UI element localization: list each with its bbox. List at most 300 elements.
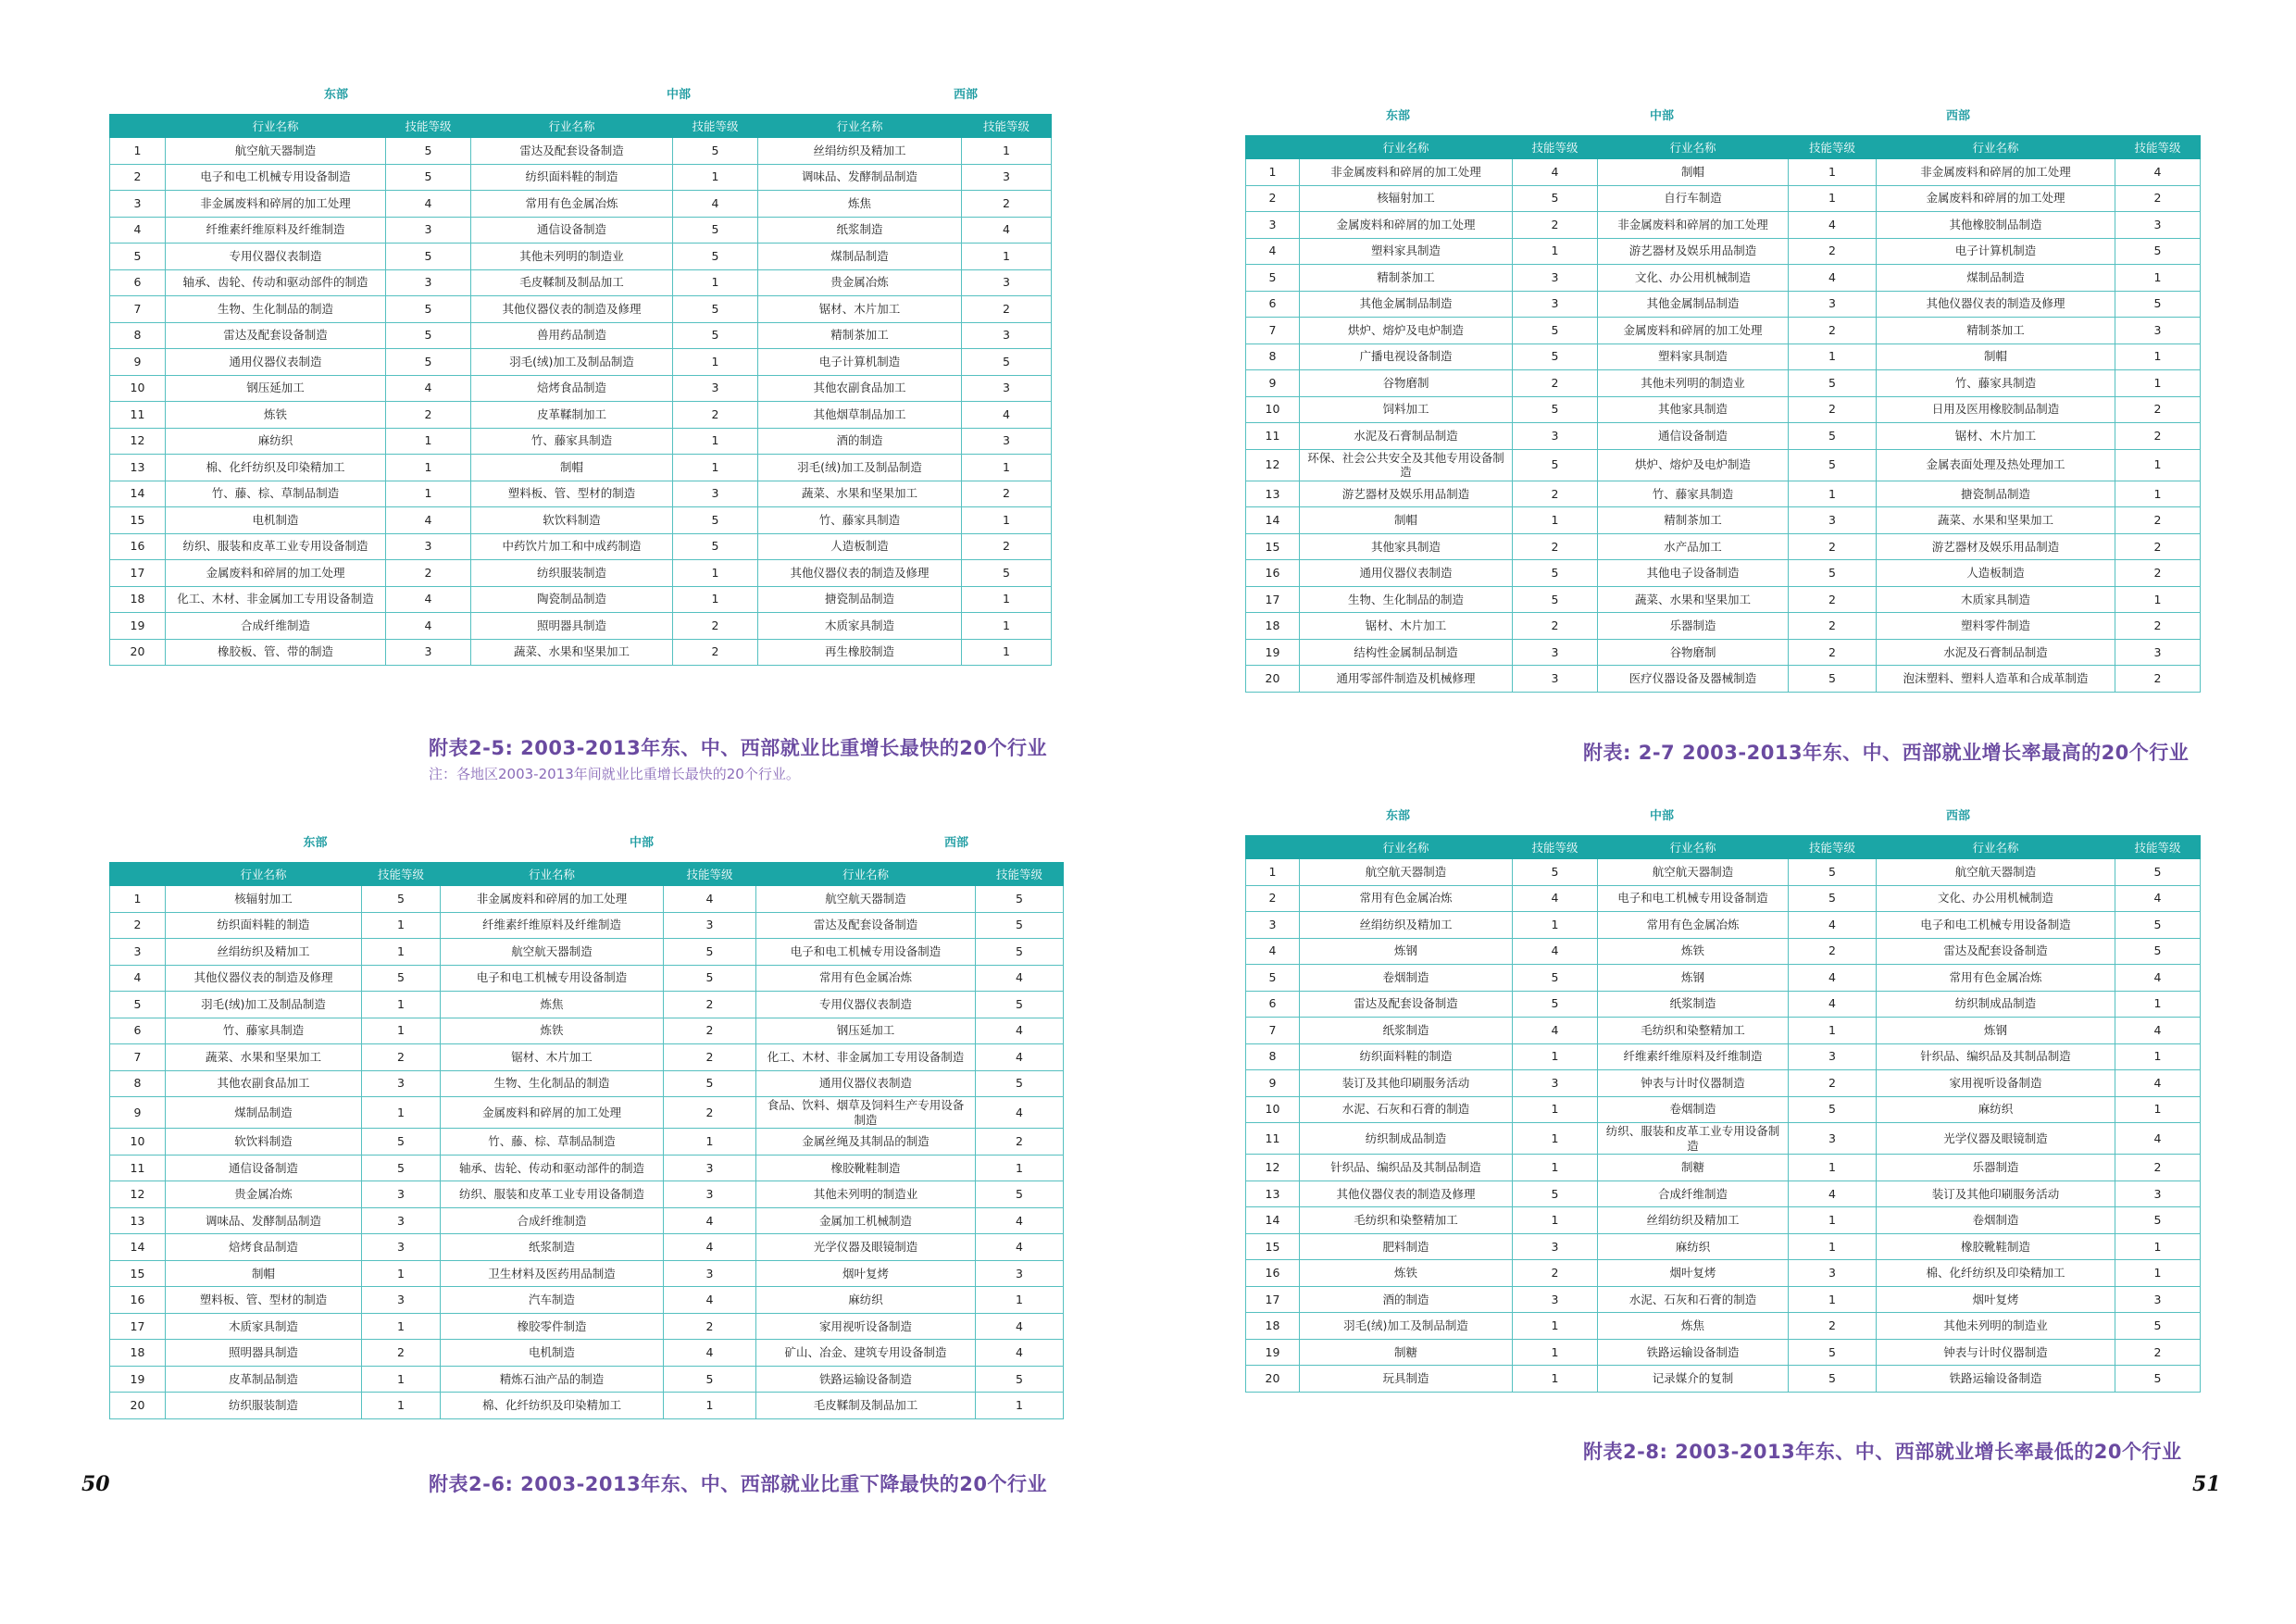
central-industry-cell: 制糖 <box>1598 1155 1789 1181</box>
central-industry-cell: 橡胶零件制造 <box>441 1313 664 1340</box>
central-industry-cell: 记录媒介的复制 <box>1598 1366 1789 1393</box>
west-skill-cell: 1 <box>962 639 1052 666</box>
central-industry-cell: 陶瓷制品制造 <box>471 586 673 613</box>
east-industry-cell: 焙烤食品制造 <box>166 1234 362 1261</box>
east-industry-cell: 贵金属冶炼 <box>166 1181 362 1208</box>
east-skill-cell: 1 <box>386 455 471 481</box>
east-skill-cell: 1 <box>1513 1207 1598 1234</box>
table-row <box>1246 370 2201 397</box>
row-index-cell: 2 <box>110 912 166 939</box>
row-index-cell: 18 <box>110 586 166 613</box>
east-industry-cell: 塑料板、管、型材的制造 <box>166 1287 362 1314</box>
table-row <box>110 586 1052 613</box>
east-skill-cell: 3 <box>386 533 471 560</box>
skill-header: 技能等级 <box>962 115 1052 138</box>
east-skill-cell: 1 <box>362 1260 441 1287</box>
west-industry-cell: 电子和电工机械专用设备制造 <box>756 939 976 966</box>
east-industry-cell: 木质家具制造 <box>166 1313 362 1340</box>
west-industry-cell: 光学仪器及眼镜制造 <box>1877 1123 2115 1155</box>
central-industry-cell: 兽用药品制造 <box>471 322 673 349</box>
central-skill-cell: 2 <box>1789 639 1877 666</box>
west-industry-cell: 电子和电工机械专用设备制造 <box>1877 912 2115 939</box>
central-industry-cell: 炼焦 <box>441 992 664 1018</box>
west-skill-cell: 5 <box>2115 1313 2201 1340</box>
industry-header: 行业名称 <box>471 115 673 138</box>
east-industry-cell: 制帽 <box>1300 507 1513 534</box>
west-skill-cell: 2 <box>962 533 1052 560</box>
table-row <box>1246 185 2201 212</box>
row-index-cell: 20 <box>1246 666 1300 693</box>
central-skill-cell: 1 <box>1789 185 1877 212</box>
page-number-left: 50 <box>81 1472 110 1496</box>
central-skill-cell: 4 <box>664 1340 756 1367</box>
industry-header: 行业名称 <box>1300 836 1513 859</box>
east-industry-cell: 酒的制造 <box>1300 1286 1513 1313</box>
central-skill-cell: 5 <box>1789 885 1877 912</box>
central-industry-cell: 合成纤维制造 <box>1598 1181 1789 1207</box>
table-row <box>1246 265 2201 292</box>
east-industry-cell: 非金属废料和碎屑的加工处理 <box>166 191 386 218</box>
central-industry-cell: 精制茶加工 <box>1598 507 1789 534</box>
east-skill-cell: 3 <box>386 217 471 244</box>
west-industry-cell: 雷达及配套设备制造 <box>756 912 976 939</box>
region-central-label: 中部 <box>666 88 691 102</box>
west-skill-cell: 2 <box>2115 613 2201 640</box>
row-index-cell: 11 <box>110 402 166 429</box>
west-skill-cell: 5 <box>2115 859 2201 886</box>
west-skill-cell: 1 <box>962 455 1052 481</box>
east-skill-cell: 3 <box>1513 265 1598 292</box>
region-east-label: 东部 <box>323 88 348 102</box>
west-skill-cell: 1 <box>976 1155 1064 1181</box>
east-skill-cell: 4 <box>386 586 471 613</box>
west-skill-cell: 4 <box>2115 965 2201 992</box>
region-header-row <box>109 831 1063 856</box>
east-skill-cell: 1 <box>362 939 441 966</box>
central-industry-cell: 卫生材料及医药用品制造 <box>441 1260 664 1287</box>
west-industry-cell: 人造板制造 <box>758 533 962 560</box>
central-skill-cell: 1 <box>673 428 758 455</box>
central-industry-cell: 制帽 <box>1598 159 1789 186</box>
table-row <box>110 217 1052 244</box>
row-index-cell: 2 <box>110 164 166 191</box>
central-industry-cell: 金属废料和碎屑的加工处理 <box>1598 318 1789 344</box>
skill-header: 技能等级 <box>2115 836 2201 859</box>
table-row <box>110 481 1052 507</box>
row-index-cell: 6 <box>110 269 166 296</box>
table-row <box>1246 1286 2201 1313</box>
west-skill-cell: 4 <box>976 1313 1064 1340</box>
central-industry-cell: 纸浆制造 <box>1598 991 1789 1018</box>
table-row <box>110 244 1052 270</box>
west-skill-cell: 5 <box>962 349 1052 376</box>
table-row <box>110 455 1052 481</box>
region-central-label: 中部 <box>1649 109 1674 123</box>
west-skill-cell: 4 <box>2115 1018 2201 1044</box>
table-row <box>110 992 1064 1018</box>
row-index-cell: 8 <box>1246 1043 1300 1070</box>
table-row <box>110 1129 1064 1156</box>
west-industry-cell: 家用视听设备制造 <box>1877 1070 2115 1097</box>
east-industry-cell: 其他金属制品制造 <box>1300 291 1513 318</box>
east-industry-cell: 炼铁 <box>166 402 386 429</box>
west-industry-cell: 煤制品制造 <box>1877 265 2115 292</box>
west-industry-cell: 搪瓷制品制造 <box>1877 481 2115 507</box>
central-industry-cell: 蔬菜、水果和坚果加工 <box>471 639 673 666</box>
central-industry-cell: 航空航天器制造 <box>1598 859 1789 886</box>
east-skill-cell: 1 <box>362 1366 441 1393</box>
west-industry-cell: 其他仪器仪表的制造及修理 <box>1877 291 2115 318</box>
east-skill-cell: 2 <box>1513 481 1598 507</box>
row-index-cell: 4 <box>110 965 166 992</box>
central-skill-cell: 1 <box>673 269 758 296</box>
central-industry-cell: 非金属废料和碎屑的加工处理 <box>1598 212 1789 239</box>
table-row <box>110 1313 1064 1340</box>
west-industry-cell: 塑料零件制造 <box>1877 613 2115 640</box>
west-skill-cell: 5 <box>2115 238 2201 265</box>
east-skill-cell: 2 <box>386 402 471 429</box>
table-row <box>1246 238 2201 265</box>
skill-header: 技能等级 <box>362 863 441 886</box>
industry-header: 行业名称 <box>166 863 362 886</box>
row-index-cell: 19 <box>1246 639 1300 666</box>
east-industry-cell: 电子和电工机械专用设备制造 <box>166 164 386 191</box>
east-industry-cell: 水泥、石灰和石膏的制造 <box>1300 1096 1513 1123</box>
row-index-cell: 17 <box>1246 586 1300 613</box>
central-skill-cell: 3 <box>664 912 756 939</box>
central-industry-cell: 制帽 <box>471 455 673 481</box>
east-skill-cell: 5 <box>1513 396 1598 423</box>
east-industry-cell: 金属废料和碎屑的加工处理 <box>166 560 386 587</box>
west-skill-cell: 4 <box>976 1207 1064 1234</box>
east-industry-cell: 竹、藤家具制造 <box>166 1018 362 1044</box>
east-skill-cell: 5 <box>362 1155 441 1181</box>
east-industry-cell: 羽毛(绒)加工及制品制造 <box>166 992 362 1018</box>
east-skill-cell: 4 <box>1513 159 1598 186</box>
west-skill-cell: 3 <box>2115 639 2201 666</box>
east-skill-cell: 1 <box>1513 1096 1598 1123</box>
east-skill-cell: 3 <box>1513 666 1598 693</box>
table-row <box>1246 1339 2201 1366</box>
row-index-cell: 5 <box>110 244 166 270</box>
west-skill-cell: 3 <box>976 1260 1064 1287</box>
row-index-cell: 2 <box>1246 185 1300 212</box>
east-industry-cell: 软饮料制造 <box>166 1129 362 1156</box>
west-industry-cell: 精制茶加工 <box>758 322 962 349</box>
east-skill-cell: 3 <box>362 1070 441 1097</box>
table-row <box>110 164 1052 191</box>
central-skill-cell: 5 <box>1789 1096 1877 1123</box>
west-industry-cell: 钟表与计时仪器制造 <box>1877 1339 2115 1366</box>
skill-header: 技能等级 <box>386 115 471 138</box>
table-header-row <box>1246 836 2201 859</box>
east-industry-cell: 航空航天器制造 <box>166 138 386 165</box>
west-industry-cell: 酒的制造 <box>758 428 962 455</box>
west-industry-cell: 其他橡胶制品制造 <box>1877 212 2115 239</box>
central-skill-cell: 2 <box>1789 396 1877 423</box>
region-header-row <box>1245 805 2200 829</box>
skill-header: 技能等级 <box>664 863 756 886</box>
east-skill-cell: 3 <box>386 269 471 296</box>
row-index-cell: 11 <box>110 1155 166 1181</box>
row-index-cell: 3 <box>1246 212 1300 239</box>
central-skill-cell: 5 <box>1789 423 1877 450</box>
west-industry-cell: 矿山、冶金、建筑专用设备制造 <box>756 1340 976 1367</box>
west-industry-cell: 麻纺织 <box>756 1287 976 1314</box>
central-industry-cell: 纺织、服装和皮革工业专用设备制造 <box>441 1181 664 1208</box>
east-industry-cell: 制帽 <box>166 1260 362 1287</box>
table-2-7 <box>1245 135 2201 693</box>
table-row <box>110 1340 1064 1367</box>
index-header <box>1246 836 1300 859</box>
west-industry-cell: 食品、饮料、烟草及饲料生产专用设备制造 <box>756 1097 976 1129</box>
central-skill-cell: 5 <box>673 296 758 323</box>
row-index-cell: 17 <box>110 560 166 587</box>
central-industry-cell: 雷达及配套设备制造 <box>471 138 673 165</box>
table-2-6 <box>109 862 1064 1419</box>
row-index-cell: 9 <box>1246 1070 1300 1097</box>
table-header-row <box>110 115 1052 138</box>
east-skill-cell: 5 <box>362 886 441 913</box>
row-index-cell: 19 <box>1246 1339 1300 1366</box>
industry-header: 行业名称 <box>1598 136 1789 159</box>
central-industry-cell: 航空航天器制造 <box>441 939 664 966</box>
skill-header: 技能等级 <box>1789 836 1877 859</box>
west-industry-cell: 金属丝绳及其制品的制造 <box>756 1129 976 1156</box>
west-industry-cell: 泡沫塑料、塑料人造革和合成革制造 <box>1877 666 2115 693</box>
row-index-cell: 3 <box>110 191 166 218</box>
central-skill-cell: 2 <box>1789 533 1877 560</box>
west-industry-cell: 金属废料和碎屑的加工处理 <box>1877 185 2115 212</box>
central-industry-cell: 合成纤维制造 <box>441 1207 664 1234</box>
region-west-label: 西部 <box>1945 109 1970 123</box>
row-index-cell: 3 <box>110 939 166 966</box>
east-skill-cell: 5 <box>386 138 471 165</box>
east-skill-cell: 4 <box>386 613 471 640</box>
east-skill-cell: 1 <box>362 1018 441 1044</box>
industry-header: 行业名称 <box>758 115 962 138</box>
east-industry-cell: 羽毛(绒)加工及制品制造 <box>1300 1313 1513 1340</box>
east-industry-cell: 毛纺织和染整精加工 <box>1300 1207 1513 1234</box>
central-industry-cell: 纤维素纤维原料及纤维制造 <box>1598 1043 1789 1070</box>
east-industry-cell: 轴承、齿轮、传动和驱动部件的制造 <box>166 269 386 296</box>
table-row <box>110 939 1064 966</box>
industry-header: 行业名称 <box>756 863 976 886</box>
east-industry-cell: 照明器具制造 <box>166 1340 362 1367</box>
east-skill-cell: 1 <box>1513 1155 1598 1181</box>
central-industry-cell: 纤维素纤维原料及纤维制造 <box>441 912 664 939</box>
table-2-8 <box>1245 835 2201 1393</box>
west-industry-cell: 再生橡胶制造 <box>758 639 962 666</box>
east-skill-cell: 3 <box>1513 423 1598 450</box>
row-index-cell: 20 <box>110 1393 166 1419</box>
table-row <box>110 965 1064 992</box>
east-industry-cell: 丝绢纺织及精加工 <box>166 939 362 966</box>
central-skill-cell: 3 <box>1789 507 1877 534</box>
central-industry-cell: 轴承、齿轮、传动和驱动部件的制造 <box>441 1155 664 1181</box>
west-skill-cell: 2 <box>2115 185 2201 212</box>
east-industry-cell: 针织品、编织品及其制品制造 <box>1300 1155 1513 1181</box>
west-skill-cell: 5 <box>976 939 1064 966</box>
row-index-cell: 8 <box>110 322 166 349</box>
west-industry-cell: 其他烟草制品加工 <box>758 402 962 429</box>
east-industry-cell: 其他家具制造 <box>1300 533 1513 560</box>
west-industry-cell: 木质家具制造 <box>1877 586 2115 613</box>
east-skill-cell: 5 <box>1513 560 1598 587</box>
table-row <box>1246 1260 2201 1287</box>
east-skill-cell: 4 <box>386 507 471 534</box>
east-skill-cell: 1 <box>362 912 441 939</box>
central-skill-cell: 4 <box>664 1234 756 1261</box>
table-row <box>1246 344 2201 370</box>
central-skill-cell: 2 <box>1789 318 1877 344</box>
west-skill-cell: 4 <box>2115 1070 2201 1097</box>
central-industry-cell: 毛纺织和染整精加工 <box>1598 1018 1789 1044</box>
east-industry-cell: 游艺器材及娱乐用品制造 <box>1300 481 1513 507</box>
east-industry-cell: 常用有色金属冶炼 <box>1300 885 1513 912</box>
west-skill-cell: 2 <box>2115 396 2201 423</box>
table-row <box>1246 1233 2201 1260</box>
table-row <box>110 1393 1064 1419</box>
row-index-cell: 15 <box>110 507 166 534</box>
west-skill-cell: 1 <box>2115 481 2201 507</box>
east-skill-cell: 3 <box>1513 639 1598 666</box>
west-industry-cell: 竹、藤家具制造 <box>758 507 962 534</box>
central-industry-cell: 纺织、服装和皮革工业专用设备制造 <box>1598 1123 1789 1155</box>
table-row <box>110 1155 1064 1181</box>
east-skill-cell: 3 <box>1513 291 1598 318</box>
east-industry-cell: 通用仪器仪表制造 <box>1300 560 1513 587</box>
central-industry-cell: 通信设备制造 <box>471 217 673 244</box>
table-row <box>1246 396 2201 423</box>
east-industry-cell: 环保、社会公共安全及其他专用设备制造 <box>1300 449 1513 481</box>
row-index-cell: 7 <box>1246 318 1300 344</box>
west-industry-cell: 贵金属冶炼 <box>758 269 962 296</box>
east-industry-cell: 纺织面料鞋的制造 <box>1300 1043 1513 1070</box>
row-index-cell: 18 <box>110 1340 166 1367</box>
east-industry-cell: 通用零部件制造及机械修理 <box>1300 666 1513 693</box>
table-row <box>1246 318 2201 344</box>
row-index-cell: 18 <box>1246 1313 1300 1340</box>
central-industry-cell: 生物、生化制品的制造 <box>441 1070 664 1097</box>
east-industry-cell: 航空航天器制造 <box>1300 859 1513 886</box>
row-index-cell: 6 <box>1246 291 1300 318</box>
table-row <box>1246 1313 2201 1340</box>
central-skill-cell: 2 <box>664 992 756 1018</box>
central-industry-cell: 精炼石油产品的制造 <box>441 1366 664 1393</box>
central-skill-cell: 2 <box>1789 613 1877 640</box>
table-row <box>110 349 1052 376</box>
central-skill-cell: 3 <box>673 375 758 402</box>
row-index-cell: 12 <box>1246 449 1300 481</box>
row-index-cell: 9 <box>1246 370 1300 397</box>
west-skill-cell: 4 <box>2115 885 2201 912</box>
table-row <box>110 402 1052 429</box>
east-skill-cell: 5 <box>1513 344 1598 370</box>
central-skill-cell: 1 <box>673 164 758 191</box>
east-skill-cell: 5 <box>386 349 471 376</box>
east-industry-cell: 蔬菜、水果和坚果加工 <box>166 1044 362 1071</box>
central-skill-cell: 5 <box>664 1070 756 1097</box>
row-index-cell: 15 <box>1246 533 1300 560</box>
row-index-cell: 17 <box>110 1313 166 1340</box>
east-skill-cell: 5 <box>386 164 471 191</box>
index-header <box>1246 136 1300 159</box>
region-west-label: 西部 <box>953 88 978 102</box>
skill-header: 技能等级 <box>976 863 1064 886</box>
row-index-cell: 10 <box>1246 1096 1300 1123</box>
industry-header: 行业名称 <box>441 863 664 886</box>
central-industry-cell: 锯材、木片加工 <box>441 1044 664 1071</box>
west-industry-cell: 煤制品制造 <box>758 244 962 270</box>
east-skill-cell: 1 <box>362 1393 441 1419</box>
west-skill-cell: 2 <box>2115 533 2201 560</box>
west-industry-cell: 雷达及配套设备制造 <box>1877 938 2115 965</box>
row-index-cell: 5 <box>1246 965 1300 992</box>
row-index-cell: 14 <box>110 481 166 507</box>
central-industry-cell: 竹、藤家具制造 <box>471 428 673 455</box>
table-row <box>1246 666 2201 693</box>
table-row <box>110 1181 1064 1208</box>
row-index-cell: 8 <box>110 1070 166 1097</box>
west-skill-cell: 5 <box>976 886 1064 913</box>
central-skill-cell: 5 <box>1789 1366 1877 1393</box>
east-skill-cell: 1 <box>362 1097 441 1129</box>
table-row <box>110 138 1052 165</box>
west-skill-cell: 5 <box>2115 291 2201 318</box>
east-industry-cell: 生物、生化制品的制造 <box>166 296 386 323</box>
central-industry-cell: 毛皮鞣制及制品加工 <box>471 269 673 296</box>
east-industry-cell: 电机制造 <box>166 507 386 534</box>
east-industry-cell: 纺织服装制造 <box>166 1393 362 1419</box>
table-row <box>1246 885 2201 912</box>
industry-header: 行业名称 <box>1877 136 2115 159</box>
central-industry-cell: 常用有色金属冶炼 <box>471 191 673 218</box>
central-skill-cell: 1 <box>1789 1155 1877 1181</box>
central-industry-cell: 电机制造 <box>441 1340 664 1367</box>
west-skill-cell: 4 <box>976 965 1064 992</box>
west-industry-cell: 麻纺织 <box>1877 1096 2115 1123</box>
central-skill-cell: 3 <box>673 481 758 507</box>
row-index-cell: 12 <box>1246 1155 1300 1181</box>
industry-header: 行业名称 <box>1877 836 2115 859</box>
table-row <box>110 375 1052 402</box>
east-skill-cell: 4 <box>1513 938 1598 965</box>
west-skill-cell: 4 <box>976 1097 1064 1129</box>
east-industry-cell: 纸浆制造 <box>1300 1018 1513 1044</box>
table-row <box>110 1018 1064 1044</box>
east-industry-cell: 煤制品制造 <box>166 1097 362 1129</box>
row-index-cell: 16 <box>1246 1260 1300 1287</box>
west-skill-cell: 5 <box>2115 1366 2201 1393</box>
west-industry-cell: 竹、藤家具制造 <box>1877 370 2115 397</box>
east-skill-cell: 1 <box>1513 1339 1598 1366</box>
central-industry-cell: 文化、办公用机械制造 <box>1598 265 1789 292</box>
central-industry-cell: 乐器制造 <box>1598 613 1789 640</box>
row-index-cell: 9 <box>110 349 166 376</box>
table-row <box>110 1260 1064 1287</box>
west-industry-cell: 铁路运输设备制造 <box>1877 1366 2115 1393</box>
row-index-cell: 11 <box>1246 423 1300 450</box>
central-industry-cell: 其他家具制造 <box>1598 396 1789 423</box>
central-industry-cell: 其他仪器仪表的制造及修理 <box>471 296 673 323</box>
central-skill-cell: 5 <box>673 322 758 349</box>
east-skill-cell: 5 <box>362 965 441 992</box>
central-skill-cell: 4 <box>664 1287 756 1314</box>
central-industry-cell: 棉、化纤纺织及印染精加工 <box>441 1393 664 1419</box>
east-industry-cell: 竹、藤、棕、草制品制造 <box>166 481 386 507</box>
row-index-cell: 19 <box>110 613 166 640</box>
